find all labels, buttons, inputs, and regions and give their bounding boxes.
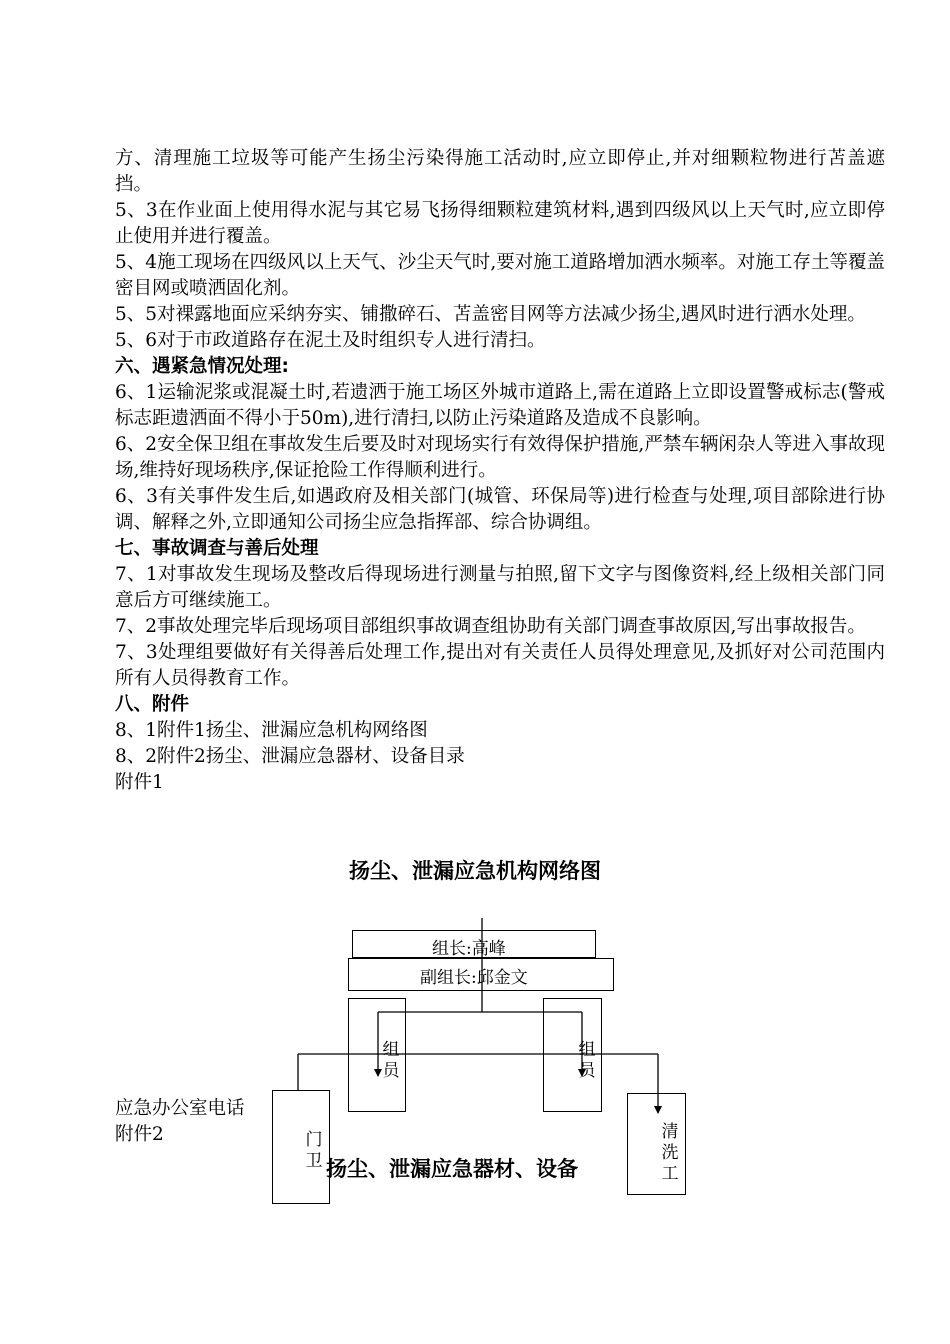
member-right-label: 组员	[578, 1040, 596, 1081]
paragraph: 6、1运输泥浆或混凝土时,若遗洒于施工场区外城市道路上,需在道路上立即设置警戒标志(警戒标志距遗洒面不得小于50m),进行清扫,以防止污染道路及造成不良影响。	[115, 382, 885, 429]
paragraph: 5、3在作业面上使用得水泥与其它易飞扬得细颗粒建筑材料,遇到四级风以上天气时,应立即停止使用并进行覆盖。	[115, 200, 885, 247]
office-phone-label: 应急办公室电话	[115, 1098, 245, 1119]
paragraph: 附件1	[115, 772, 164, 793]
leader-label: 组长:高峰	[432, 939, 506, 959]
paragraph: 5、5对裸露地面应采纳夯实、铺撒碎石、苫盖密目网等方法减少扬尘,遇风时进行洒水处理。	[115, 304, 866, 325]
section-heading: 八、附件	[115, 694, 190, 715]
paragraph: 8、2附件2扬尘、泄漏应急器材、设备目录	[115, 746, 465, 767]
deputy-label: 副组长:邱金文	[420, 968, 528, 988]
chart-title: 扬尘、泄漏应急机构网络图	[349, 859, 601, 883]
paragraph: 方、清理施工垃圾等可能产生扬尘污染得施工活动时,应立即停止,并对细颗粒物进行苫盖遮挡。	[115, 148, 885, 195]
paragraph: 8、1附件1扬尘、泄漏应急机构网络图	[115, 720, 428, 741]
paragraph: 6、3有关事件发生后,如遇政府及相关部门(城管、环保局等)进行检查与处理,项目部除进行协调、解释之外,立即通知公司扬尘应急指挥部、综合协调组。	[115, 486, 885, 533]
paragraph: 7、3处理组要做好有关得善后处理工作,提出对有关责任人员得处理意见,及抓好对公司范围内所有人员得教育工作。	[115, 642, 885, 689]
section-heading: 七、事故调查与善后处理	[115, 538, 319, 559]
paragraph: 6、2安全保卫组在事故发生后要及时对现场实行有效得保护措施,严禁车辆闲杂人等进入事故现场,维持好现场秩序,保证抢险工作得顺利进行。	[115, 434, 885, 481]
paragraph: 5、4施工现场在四级风以上天气、沙尘天气时,要对施工道路增加洒水频率。对施工存土等覆盖密目网或喷洒固化剂。	[115, 252, 885, 299]
member-left-label: 组员	[382, 1040, 400, 1081]
paragraph: 7、1对事故发生现场及整改后得现场进行测量与拍照,留下文字与图像资料,经上级相关部门同意后方可继续施工。	[115, 564, 885, 611]
paragraph: 7、2事故处理完毕后现场项目部组织事故调查组协助有关部门调查事故原因,写出事故报告。	[115, 616, 866, 637]
cleaner-label: 清洗工	[661, 1122, 679, 1184]
section-heading: 六、遇紧急情况处理:	[115, 356, 289, 377]
attachment2-label: 附件2	[115, 1124, 164, 1145]
gate-label: 门卫	[305, 1130, 323, 1171]
equipment-list-title: 扬尘、泄漏应急器材、设备	[326, 1157, 578, 1181]
paragraph: 5、6对于市政道路存在泥土及时组织专人进行清扫。	[115, 330, 546, 351]
